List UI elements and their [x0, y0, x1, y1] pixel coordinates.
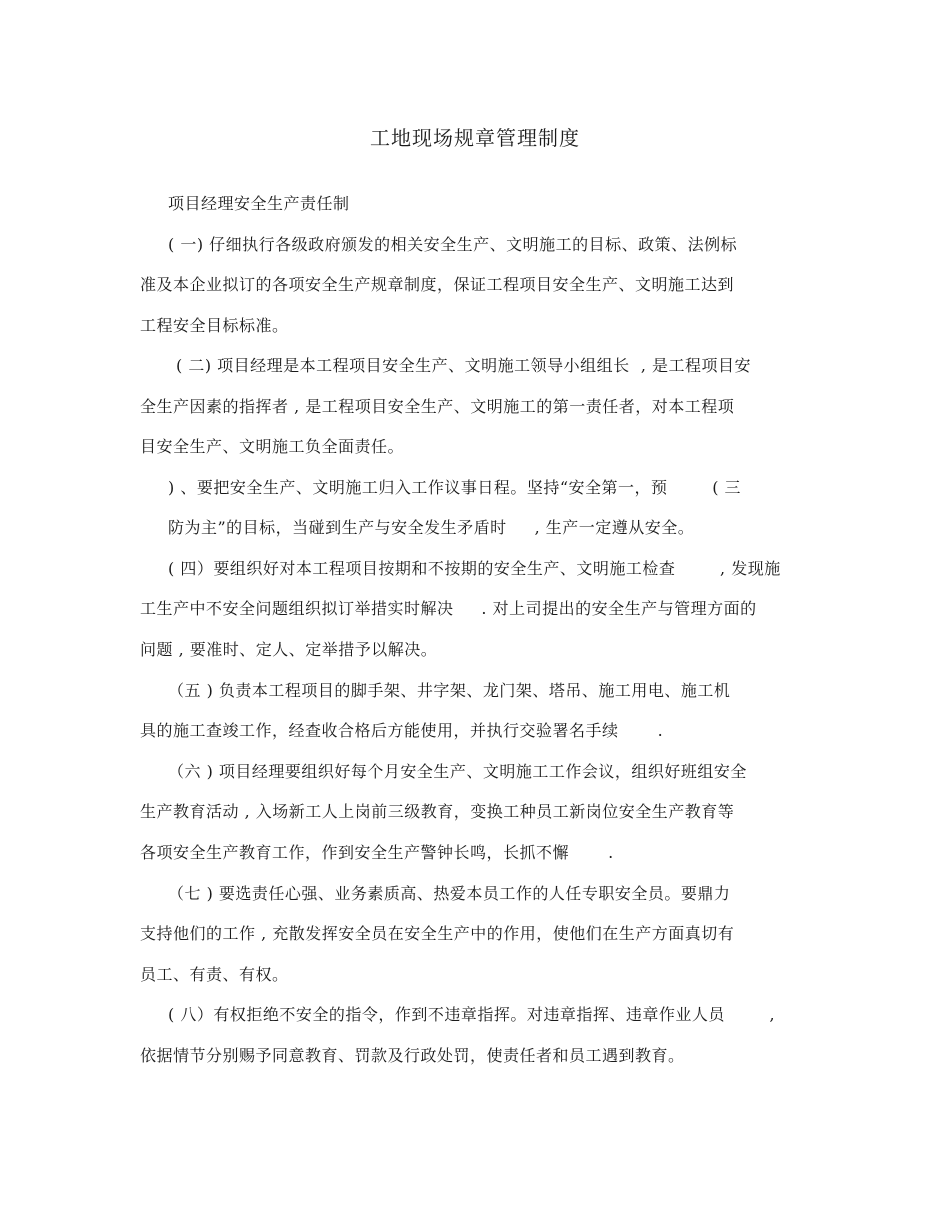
- paragraph-line: ( 四）要组织好对本工程项目按期和不按期的安全生产、文明施工检查 , 发现施: [168, 559, 781, 578]
- document-title: 工地现场规章管理制度: [370, 126, 580, 150]
- paragraph-line: 目安全生产、文明施工负全面责任。: [140, 437, 405, 456]
- paragraph-line: 员工、有责、有权。: [140, 965, 289, 984]
- paragraph-line: 各项安全生产教育工作，作到安全生产警钟长鸣，长抓不懈 .: [140, 843, 614, 862]
- paragraph-line: ) 、要把安全生产、文明施工归入工作议事日程。坚持“安全第一，预 ( 三: [168, 478, 742, 497]
- paragraph-line: （六 ) 项目经理要组织好每个月安全生产、文明施工工作会议，组织好班组安全: [168, 762, 747, 781]
- section-heading: 项目经理安全生产责任制: [168, 194, 350, 213]
- paragraph-line: ( 一) 仔细执行各级政府颁发的相关安全生产、文明施工的目标、政策、法例标: [168, 235, 738, 254]
- paragraph-line: （七 ) 要选责任心强、业务素质高、热爱本员工作的人任专职安全员。要鼎力: [168, 884, 731, 903]
- paragraph-line: ( 八）有权拒绝不安全的指令，作到不违章指挥。对违章指挥、违章作业人员 ,: [168, 1005, 776, 1024]
- paragraph-line: 支持他们的工作 , 充散发挥安全员在安全生产中的作用，使他们在生产方面真切有: [140, 924, 735, 943]
- paragraph-line: 工程安全目标标准。: [140, 316, 289, 335]
- paragraph-line: 工生产中不安全问题组织拟订举措实时解决 . 对上司提出的安全生产与管理方面的: [140, 599, 757, 618]
- paragraph-line: 准及本企业拟订的各项安全生产规章制度，保证工程项目安全生产、文明施工达到: [140, 275, 735, 294]
- paragraph-line: 全生产因素的指挥者 , 是工程项目安全生产、文明施工的第一责任者，对本工程项: [140, 397, 735, 416]
- paragraph-line: 问题 , 要准时、定人、定举措予以解决。: [140, 640, 438, 659]
- paragraph-line: （五 ) 负责本工程项目的脚手架、井字架、龙门架、塔吊、施工用电、施工机: [168, 681, 731, 700]
- paragraph-line: 依据情节分别赐予同意教育、罚款及行政处罚，使责任者和员工遇到教育。: [140, 1046, 685, 1065]
- paragraph-line: 生产教育活动 , 入场新工人上岗前三级教育，变换工种员工新岗位安全生产教育等: [140, 802, 735, 821]
- paragraph-line: 具的施工查竣工作，经查收合格后方能使用，并执行交验署名手续 .: [140, 721, 664, 740]
- paragraph-line: 防为主”的目标，当碰到生产与安全发生矛盾时 , 生产一定遵从安全。: [168, 518, 695, 537]
- paragraph-line: ( 二) 项目经理是本工程项目安全生产、文明施工领导小组组长 , 是工程项目安: [176, 356, 752, 375]
